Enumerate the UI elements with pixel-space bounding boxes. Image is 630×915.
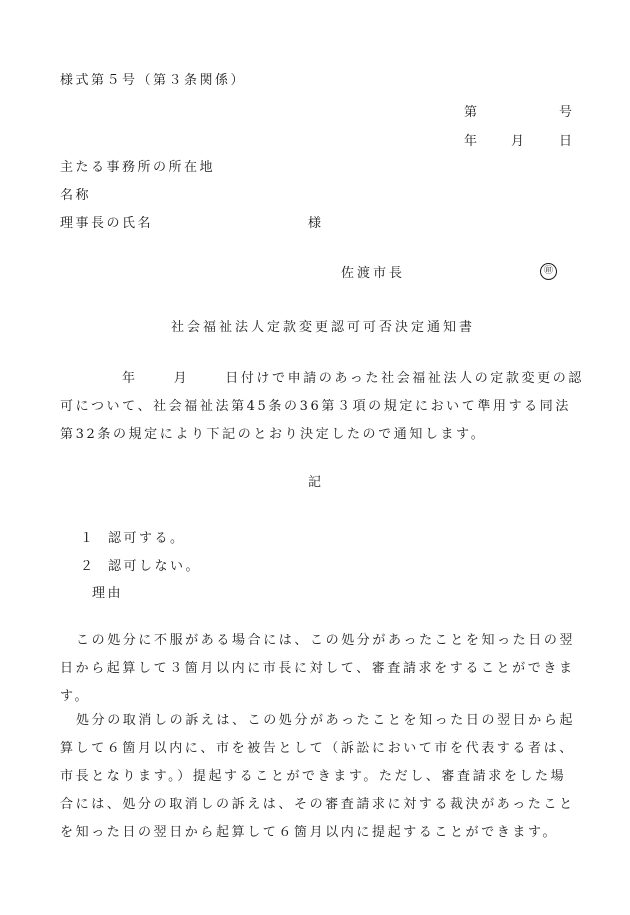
doc-number-prefix: 第	[464, 105, 480, 120]
appeal-notice-paragraph	[60, 627, 580, 711]
lawsuit-notice-paragraph	[60, 707, 580, 847]
date-day-label: 日	[559, 134, 575, 149]
intro-year-label: 年	[122, 371, 138, 386]
option-reject	[80, 555, 201, 574]
intro-month-label: 月	[173, 371, 190, 386]
option-number: ２	[80, 559, 96, 574]
date-year-label: 年	[464, 134, 480, 149]
date-month-label: 月	[511, 134, 527, 149]
reason-label: 理由	[92, 586, 124, 601]
seal-icon: ㊞	[540, 263, 557, 280]
option-number: １	[80, 531, 96, 546]
sender-mayor: 佐渡市長	[341, 266, 406, 281]
recipient-honorific: 様	[308, 216, 324, 231]
option-approve	[80, 527, 186, 546]
intro-first-line	[60, 365, 584, 393]
option-label: 認可しない。	[108, 559, 202, 574]
ki-heading: 記	[308, 475, 324, 490]
form-number: 様式第５号（第３条関係）	[60, 73, 247, 88]
intro-rest-text: 可について、社会福祉法第45条の36第３項の規定において準用する同法第32条の規定により下記のとおり決定したので通知します。	[60, 399, 571, 442]
recipient-name-label: 名称	[60, 188, 92, 203]
document-title: 社会福祉法人定款変更認可可否決定通知書	[171, 320, 476, 335]
option-label: 認可する。	[108, 531, 186, 546]
intro-paragraph	[60, 365, 584, 449]
appeal-notice-text: この処分に不服がある場合には、この処分があったことを知った日の翌日から起算して３箇月以内に市長に対して、審査請求をすることができます。	[60, 633, 576, 704]
recipient-address-label: 主たる事務所の所在地	[60, 160, 216, 175]
intro-line1-text: 日付けで申請のあった社会福祉法人の定款変更の認	[225, 371, 584, 386]
lawsuit-notice-text: 処分の取消しの訴えは、この処分があったことを知った日の翌日から起算して６箇月以内に、市を被告として（訴訟において市を代表する者は、市長となります。）提起することができます。ただし、審査請求をした場合には、処分の取消しの訴えは、その審査請求に対する裁決があったことを知った日の翌日から起算して６箇月以内に提起することができます。	[60, 713, 576, 840]
recipient-representative-label: 理事長の氏名	[60, 216, 154, 231]
doc-number-suffix: 号	[559, 105, 575, 120]
